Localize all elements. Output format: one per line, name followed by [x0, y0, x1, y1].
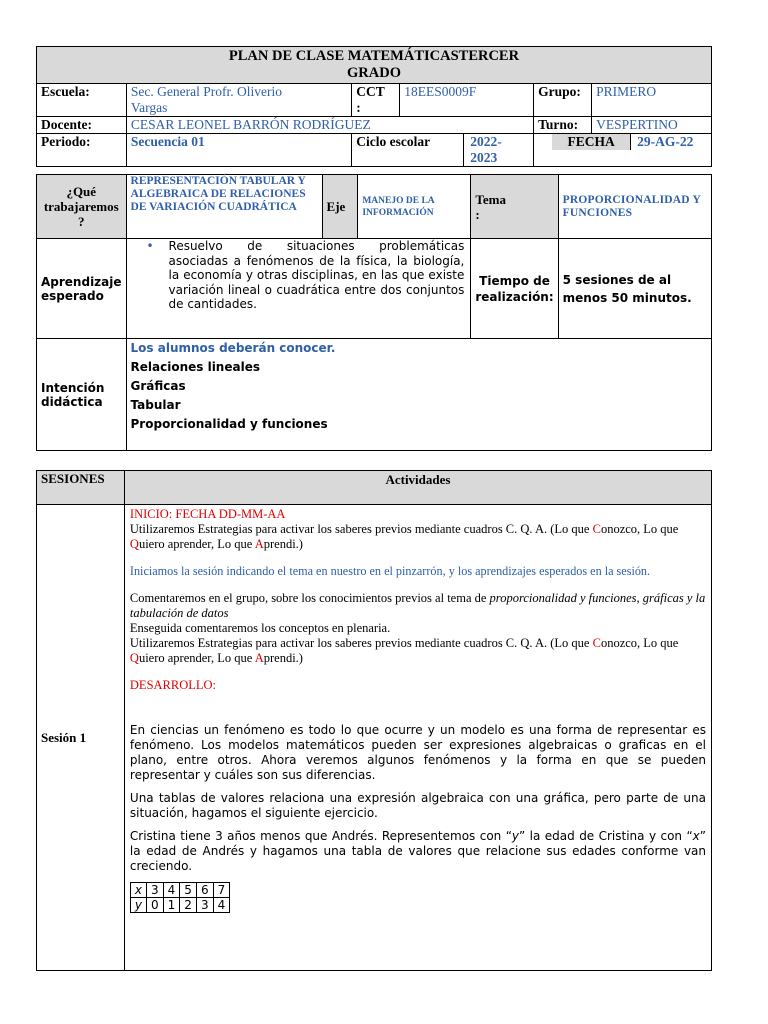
x-cell: 3 — [147, 883, 164, 898]
iniciamos-paragraph: Iniciamos la sesión indicando el tema en nuestro en el pinzarrón, y los aprendizajes esperados en la sesión. — [129, 564, 651, 578]
aprendizaje-value: Resuelvo de situaciones problemáticas asociadas a fenómenos de la física, la biología, la economía y otras disciplinas, en las que existe variación lineal o cuadrática entre dos conjuntos de cantidades. — [168, 239, 465, 311]
intencion-item: Gráficas — [130, 379, 186, 393]
fecha-value: 29-AG-22 — [637, 134, 694, 149]
plan-title-line1: PLAN DE CLASE MATEMÁTICASTERCER — [228, 48, 520, 64]
p2-paragraph: Una tablas de valores relaciona una expresión algebraica con una gráfica, pero parte de una situación, hagamos el siguiente ejercicio. — [129, 791, 706, 820]
y-cell: 4 — [213, 898, 230, 913]
y-label: y — [130, 898, 146, 913]
header-table — [36, 46, 712, 167]
docente-label: Docente: — [37, 117, 127, 134]
eje-value: MANEJO DE LA INFORMACIÓN — [358, 175, 471, 239]
tiempo-value: 5 sesiones de al menos 50 minutos. — [558, 239, 711, 339]
grupo-label: Grupo: — [534, 84, 592, 117]
intencion-intro: Los alumnos deberán conocer. — [130, 341, 336, 355]
aprendizaje-cell — [126, 239, 471, 339]
turno-value: VESPERTINO — [592, 117, 712, 134]
eje-label: Eje — [322, 175, 358, 239]
cqa-paragraph-2: Utilizaremos Estrategias para activar los saberes previos mediante cuadros C. Q. A. (Lo que Conozco, Lo que Quiero aprender, Lo que Aprendi.) — [129, 636, 679, 665]
intencion-item: Relaciones lineales — [130, 360, 260, 374]
cct-label-line1: CCT — [356, 84, 385, 99]
que-label: ¿Qué trabajaremos ? — [37, 175, 127, 239]
intencion-item: Proporcionalidad y funciones — [130, 417, 328, 431]
fecha-label: FECHA — [552, 134, 631, 150]
plan-table — [36, 174, 712, 451]
plan-title — [37, 47, 712, 84]
inicio-heading: INICIO: FECHA DD-MM-AA — [129, 507, 286, 521]
comentaremos-paragraph: Comentaremos en el grupo, sobre los conocimientos previos al tema de proporcionalidad y funciones, gráficas y la tabulación de datos — [129, 591, 706, 620]
activities-cell — [124, 505, 711, 971]
periodo-value: Secuencia 01 — [126, 134, 351, 167]
fecha-cell — [534, 134, 712, 167]
values-table — [130, 882, 230, 913]
table-row — [130, 883, 229, 898]
x-cell: 6 — [196, 883, 213, 898]
ciclo-value: 2022-2023 — [470, 134, 502, 165]
enseguida-paragraph: Enseguida comentaremos los conceptos en plenaria. — [129, 621, 391, 635]
sesiones-header: SESIONES — [37, 471, 125, 505]
cct-value: 18EES0009F — [400, 84, 534, 117]
que-value: REPRESENTACIÓN TABULAR Y ALGEBRAICA DE RELACIONES DE VARIACIÓN CUADRÁTICA — [126, 175, 322, 239]
x-cell: 5 — [180, 883, 197, 898]
intencion-item: Tabular — [130, 398, 181, 412]
escuela-value — [126, 84, 351, 117]
cqa-paragraph: Utilizaremos Estrategias para activar los saberes previos mediante cuadros C. Q. A. (Lo que Conozco, Lo que Quiero aprender, Lo que Aprendi.) — [129, 522, 679, 551]
desarrollo-heading: DESARROLLO: — [129, 678, 217, 692]
y-cell: 3 — [196, 898, 213, 913]
y-cell: 0 — [147, 898, 164, 913]
actividades-header: Actividades — [124, 471, 711, 505]
tema-value: PROPORCIONALIDAD Y FUNCIONES — [558, 175, 711, 239]
tema-label-line2: : — [475, 206, 480, 222]
periodo-label: Periodo: — [37, 134, 127, 167]
x-label: x — [130, 883, 146, 898]
aprendizaje-label: Aprendizaje esperado — [37, 239, 127, 339]
escuela-value-line1: Sec. General Profr. Oliverio — [130, 84, 282, 99]
session-label: Sesión 1 — [37, 505, 125, 971]
intencion-cell — [126, 339, 711, 451]
x-cell: 4 — [163, 883, 180, 898]
escuela-value-line2: Vargas — [130, 100, 168, 115]
ciclo-cell — [352, 134, 534, 167]
ciclo-label: Ciclo escolar — [352, 134, 464, 166]
turno-label: Turno: — [534, 117, 592, 134]
tema-label-line1: Tema — [475, 191, 506, 207]
tiempo-label: Tiempo de realización: — [471, 239, 558, 339]
intencion-label: Intención didáctica — [37, 339, 127, 451]
docente-value: CESAR LEONEL BARRÓN RODRÍGUEZ — [126, 117, 533, 134]
plan-title-line2: GRADO — [347, 65, 401, 81]
p3-paragraph: Cristina tiene 3 años menos que Andrés. Representemos con “y” la edad de Cristina y con “x” la edad de Andrés y hagamos una tabla de valores que relacione sus edades conforme van creciendo. — [129, 829, 706, 873]
y-cell: 2 — [180, 898, 197, 913]
cct-label — [352, 84, 400, 117]
grupo-value: PRIMERO — [592, 84, 712, 117]
p1-paragraph: En ciencias un fenómeno es todo lo que ocurre y un modelo es una forma de representar es fenómeno. Los modelos matemáticos pueden ser expresiones algebraicas o graficas en el plano, entre otros. Ahora veremos algunos fenómenos y la forma en que se pueden representar y cuáles son sus diferencias. — [129, 723, 706, 782]
escuela-label: Escuela: — [37, 84, 127, 117]
x-cell: 7 — [213, 883, 230, 898]
table-row — [130, 898, 229, 913]
bullet-icon: • — [146, 239, 154, 253]
y-cell: 1 — [163, 898, 180, 913]
activities-table — [36, 470, 712, 971]
tema-label — [471, 175, 558, 239]
cct-label-line2: : — [356, 100, 361, 115]
